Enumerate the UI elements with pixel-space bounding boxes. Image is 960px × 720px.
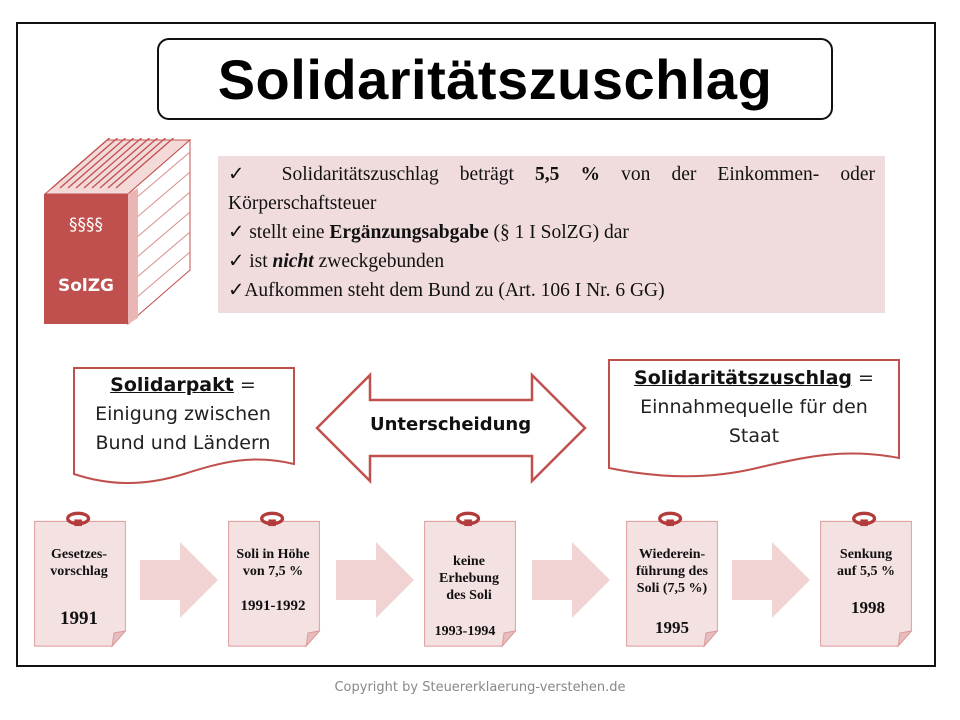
info-line-1b: Körperschaftsteuer	[228, 193, 377, 214]
book-symbols: §§§§	[69, 215, 103, 235]
book-label: SolZG	[57, 276, 115, 296]
info-panel	[218, 156, 885, 313]
timeline-card-2-text: Soli in Höhe von 7,5 %	[236, 547, 310, 579]
timeline-card-3-year: 1993-1994	[434, 624, 496, 639]
timeline-card-4-text: Wiederein- führung des Soli (7,5 %)	[636, 547, 708, 596]
timeline-arrow-icon	[732, 542, 812, 618]
solidarpakt-text: Solidarpakt = Einigung zwischen Bund und Ländern	[95, 374, 271, 454]
timeline-card-1-text: Gesetzes- vorschlag	[50, 547, 108, 579]
copyright-text: Copyright by Steuererklaerung-verstehen.de	[334, 680, 626, 695]
info-line-3: ✓ ist nicht zweckgebunden	[228, 251, 445, 272]
timeline-arrow-icon	[532, 542, 612, 618]
title-box	[157, 38, 833, 120]
timeline-card-3-text: keine Erhebung des Soli	[439, 554, 499, 603]
info-line-2: ✓ stellt eine Ergänzungsabgabe (§ 1 I SolZG) dar	[228, 222, 629, 243]
timeline-arrow-icon	[336, 542, 416, 618]
info-line-1: ✓ Solidaritätszuschlag beträgt 5,5 % von der Einkommen- oder	[228, 164, 875, 185]
page-title: Solidaritätszuschlag	[217, 47, 773, 111]
info-line-4: ✓Aufkommen steht dem Bund zu (Art. 106 I Nr. 6 GG)	[228, 280, 665, 301]
timeline-card-2-year: 1991-1992	[240, 598, 306, 614]
timeline-arrow-icon	[140, 542, 220, 618]
timeline-card-1-year: 1991	[60, 608, 98, 629]
solidaritaetszuschlag-text: Solidaritätszuschlag = Einnahmequelle für den Staat	[634, 367, 874, 447]
timeline-card-4-year: 1995	[655, 618, 689, 637]
timeline-card-5-text: Senkung auf 5,5 %	[837, 547, 895, 579]
timeline-card-5-year: 1998	[851, 598, 885, 617]
unterscheidung-label: Unterscheidung	[370, 414, 532, 435]
